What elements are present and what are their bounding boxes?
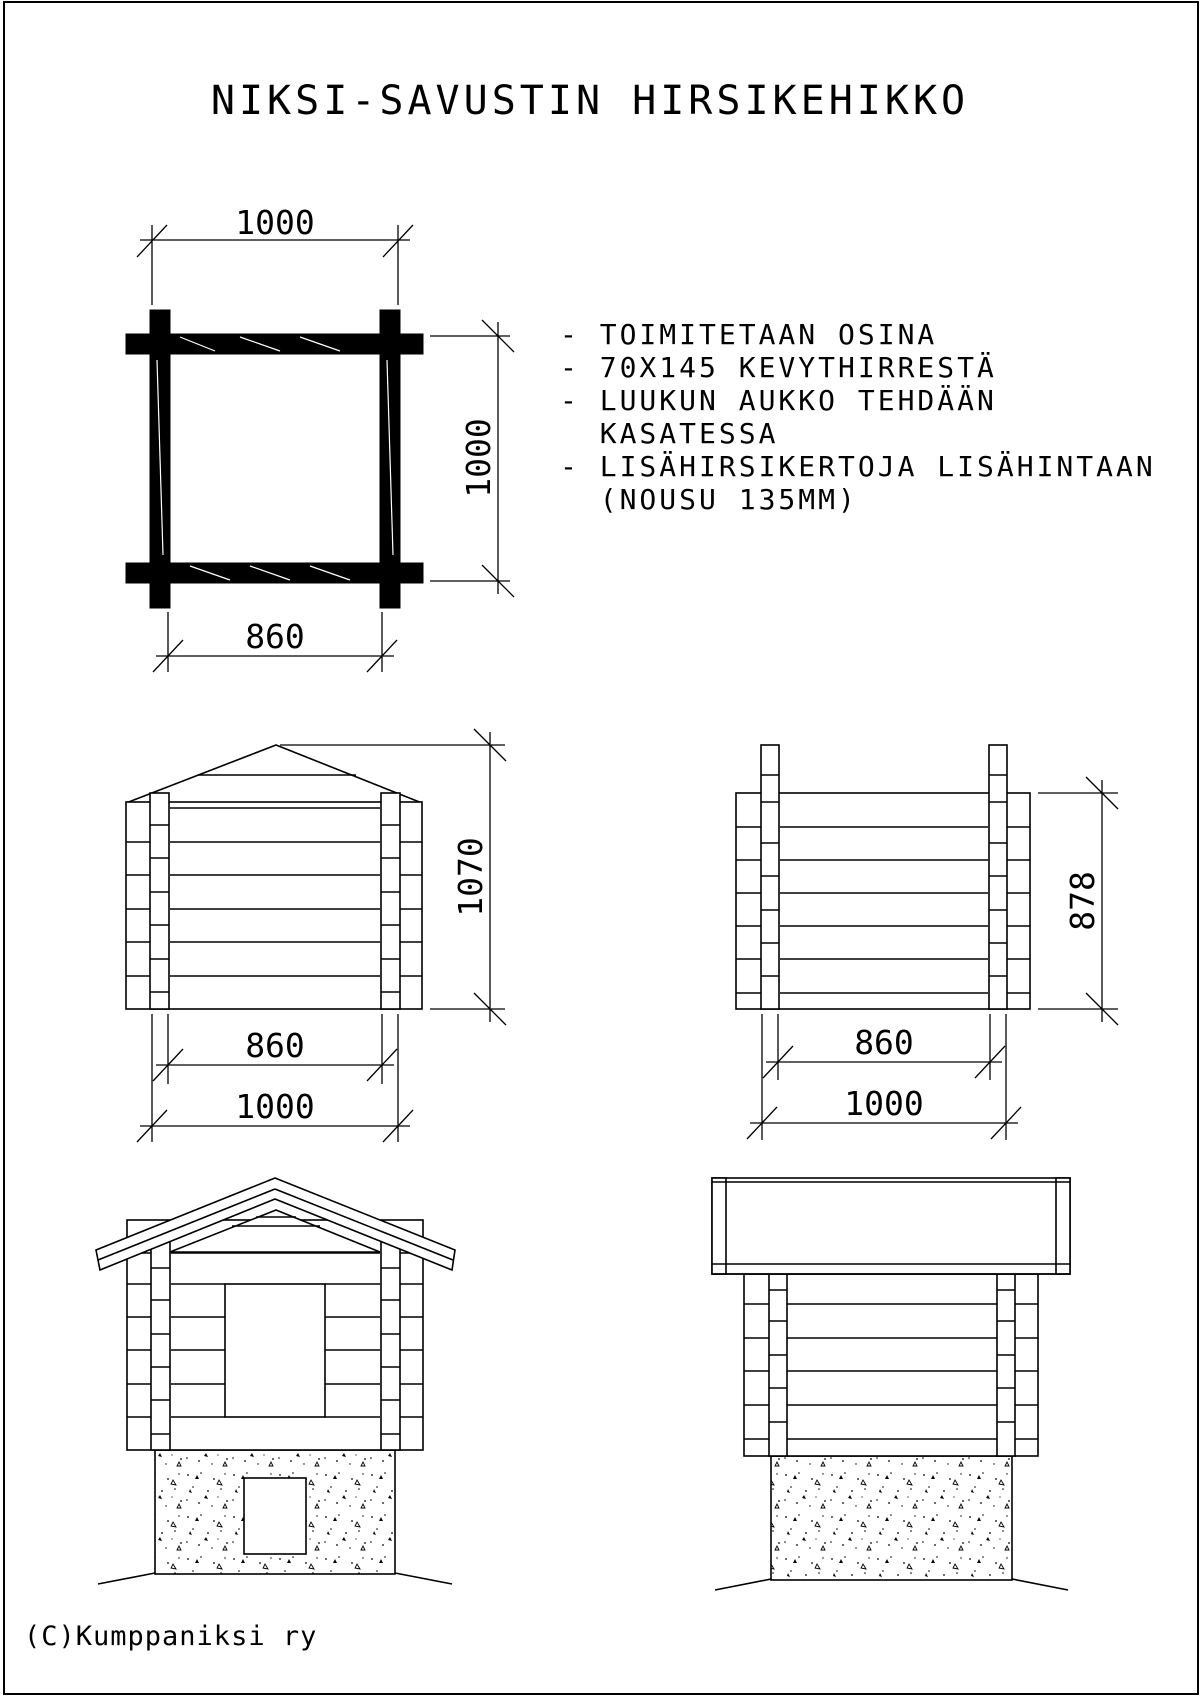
note-line: (NOUSU 135MM): [560, 483, 858, 516]
plan-width-dimension: 1000: [235, 203, 315, 242]
gable-view-with-base: [96, 1178, 455, 1584]
side-inner-width-dimension: 860: [854, 1023, 914, 1062]
plan-inner-width-dimension: 860: [245, 617, 305, 656]
note-line: - TOIMITETAAN OSINA: [560, 318, 938, 351]
gable-inner-width-dimension: 860: [245, 1026, 305, 1065]
side-elevation: [736, 745, 1118, 1140]
side-view-with-base: [712, 1178, 1070, 1590]
plan-depth-dimension: 1000: [459, 418, 498, 498]
plan-view: [126, 225, 514, 672]
side-outer-width-dimension: 1000: [844, 1084, 924, 1123]
note-line: KASATESSA: [560, 417, 779, 450]
note-line: - LUUKUN AUKKO TEHDÄÄN: [560, 384, 997, 417]
spec-notes: [560, 318, 1156, 516]
gable-elevation: [126, 729, 506, 1142]
copyright-text: (C)Kumppaniksi ry: [24, 1621, 318, 1652]
side-height-dimension: 878: [1063, 871, 1102, 931]
gable-height-dimension: 1070: [451, 837, 490, 917]
note-line: - 70X145 KEVYTHIRRESTÄ: [560, 351, 997, 384]
note-line: - LISÄHIRSIKERTOJA LISÄHINTAAN: [560, 450, 1156, 483]
gable-outer-width-dimension: 1000: [235, 1087, 315, 1126]
drawing-title: NIKSI-SAVUSTIN HIRSIKEHIKKO: [210, 78, 970, 124]
